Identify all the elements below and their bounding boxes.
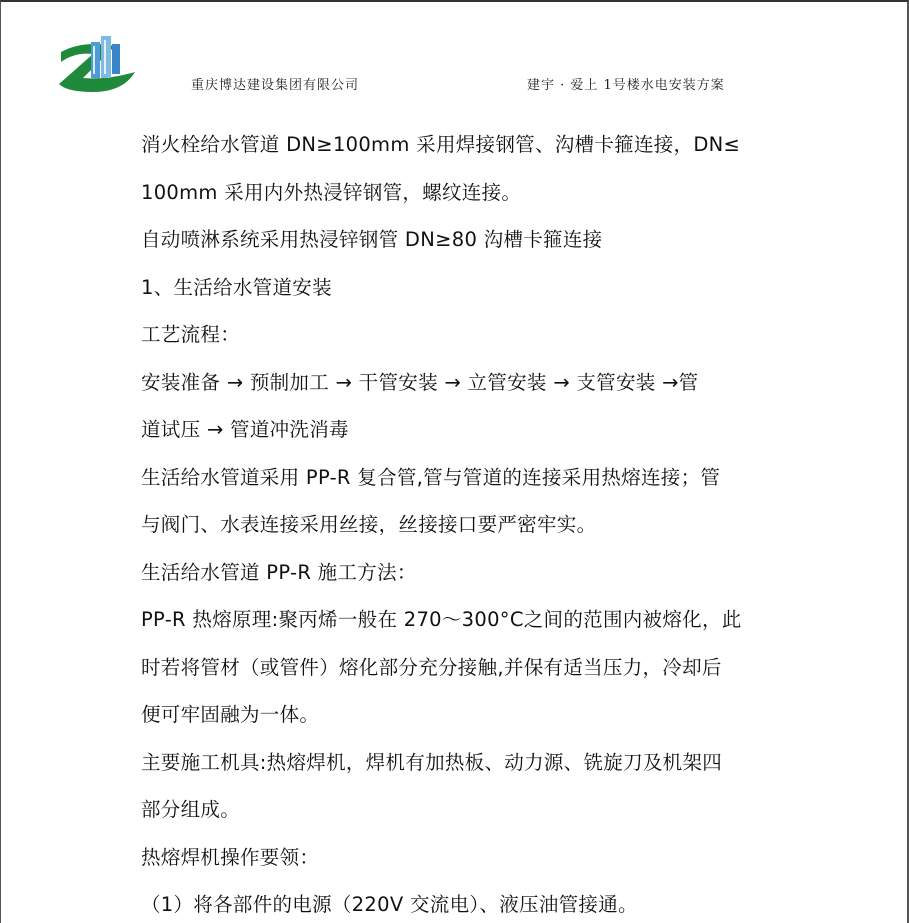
text-line: 生活给水管道采用 PP-R 复合管,管与管道的连接采用热熔连接；管 [141, 465, 721, 489]
section-heading: 1、生活给水管道安装 [141, 275, 332, 299]
text-line: PP-R 热熔原理:聚丙烯一般在 270～300°C之间的范围内被熔化，此 [141, 608, 742, 631]
text-line: 消火栓给水管道 DN≥100mm 采用焊接钢管、沟槽卡箍连接，DN≤ [141, 133, 741, 156]
process-flow-line: 安装准备 → 预制加工 → 干管安装 → 立管安装 → 支管安装 →管 [141, 370, 699, 394]
header-divider [41, 102, 867, 103]
text-line: 部分组成。 [141, 798, 241, 821]
process-flow-line: 道试压 → 管道冲洗消毒 [141, 418, 349, 441]
text-line: 100mm 采用内外热浸锌钢管，螺纹连接。 [141, 180, 522, 204]
text-line: 时若将管材（或管件）熔化部分充分接触,并保有适当压力，冷却后 [141, 655, 722, 679]
text-line: 生活给水管道 PP-R 施工方法： [141, 560, 417, 584]
text-line: 与阀门、水表连接采用丝接，丝接接口要严密牢实。 [141, 513, 597, 536]
text-line: 主要施工机具:热熔焊机，焊机有加热板、动力源、铣旋刀及机架四 [141, 750, 723, 774]
text-line: 热熔焊机操作要领： [141, 845, 320, 869]
text-line: （1）将各部件的电源（220V 交流电）、液压油管接通。 [141, 893, 638, 916]
header-company-name: 重庆博达建设集团有限公司 [191, 78, 360, 93]
text-line: 自动喷淋系统采用热浸锌钢管 DN≥80 沟槽卡箍连接 [141, 228, 603, 251]
document-body [141, 124, 791, 923]
company-logo-icon [53, 32, 143, 96]
header-project-title: 建宇 · 爱上 1号楼水电安装方案 [527, 78, 725, 93]
text-line: 便可牢固融为一体。 [141, 703, 320, 726]
text-line: 工艺流程： [141, 323, 241, 346]
